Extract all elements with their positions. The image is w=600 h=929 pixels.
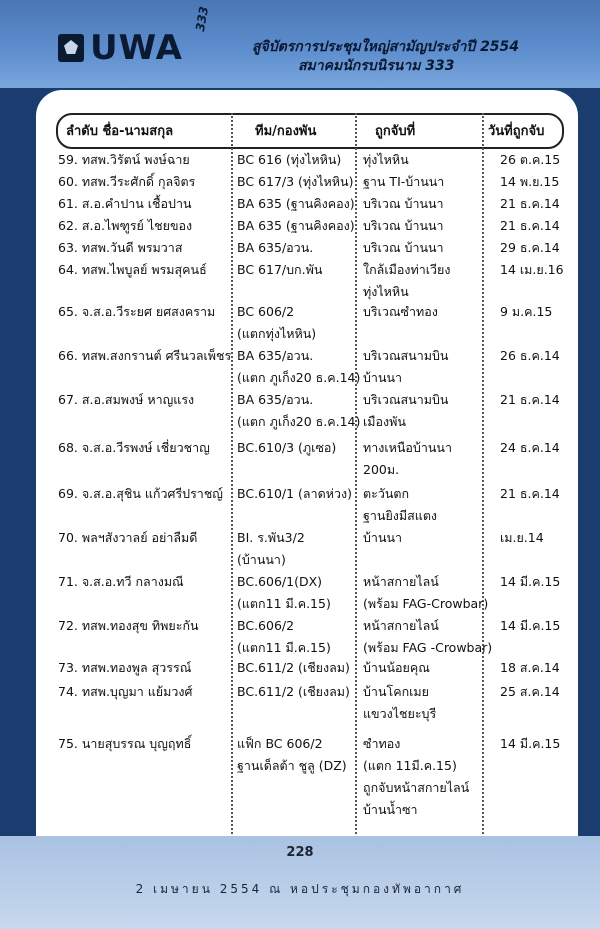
row-date: 21 ธ.ค.14 [500,196,560,211]
row-place: บริเวณซำทอง [363,304,438,319]
row-date: 14 พ.ย.15 [500,174,560,189]
row-place: ทางเหนือบ้านนา [363,440,452,455]
row-team: (แตก ภูเก็ง20 ธ.ค.14) [237,414,361,429]
row-name: 61. ส.อ.คำปาน เชื้อปาน [58,196,192,211]
row-team: BA 635/อวน. [237,348,314,363]
row-place: หน้าสกายไลน์ [363,618,439,633]
row-place: หน้าสกายไลน์ [363,574,439,589]
header-place: ถูกจับที่ [375,124,416,139]
row-place: บ้านนา [363,530,403,545]
row-date: 26 ธ.ค.14 [500,348,560,363]
row-place: (พร้อม FAG-Crowbar) [363,596,489,611]
row-place: บริเวณสนามบิน [363,348,449,363]
row-team: (แตก11 มี.ค.15) [237,596,331,611]
row-team: BC 617/3 (ทุ่งไหหิน) [237,174,354,189]
row-team: BC.611/2 (เชียงลม) [237,660,350,675]
row-team: (แตกทุ่งไหหิน) [237,326,317,341]
row-team: BA 635/อวน. [237,240,314,255]
row-date: 24 ธ.ค.14 [500,440,560,455]
row-name: 70. พลฯสังวาลย์ อย่าลืมดี [58,530,198,545]
column-divider [231,113,233,838]
row-place: บ้านน้ำซา [363,802,418,817]
header-team: ทีม/กองพัน [255,124,317,139]
row-date: 14 เม.ย.16 [500,262,564,277]
row-name: 65. จ.ส.อ.วีระยศ ยศสงคราม [58,304,216,319]
row-name: 62. ส.อ.ไพฑูรย์ ไชยของ [58,218,193,233]
row-place: ทุ่งไหหิน [363,284,409,299]
row-date: 21 ธ.ค.14 [500,392,560,407]
row-place: บ้านโคกเมย [363,684,429,699]
event-line: 2 เมษายน 2554 ณ หอประชุมกองทัพอากาศ [135,882,465,896]
row-team: (แตก ภูเก็ง20 ธ.ค.14) [237,370,361,385]
row-name: 74. ทสพ.บุญมา แย้มวงศ์ [58,684,193,699]
header-band [0,0,600,88]
row-team: BA 635 (ฐานคิงคอง) [237,196,355,211]
row-date: 25 ส.ค.14 [500,684,560,699]
column-divider [355,113,357,838]
row-name: 67. ส.อ.สมพงษ์ หาญแรง [58,392,195,407]
row-name: 68. จ.ส.อ.วีรพงษ์ เชี่ยวชาญ [58,440,210,455]
row-place: ถูกจับหน้าสกายไลน์ [363,780,470,795]
row-name: 75. นายสุบรรณ บุญฤทธิ์ [58,736,192,751]
row-team: BC 617/บก.พัน [237,262,323,277]
row-team: แฟ็ก BC 606/2 [237,736,323,751]
row-date: 14 มี.ค.15 [500,574,561,589]
row-team: BC.606/1(DX) [237,574,323,589]
row-name: 60. ทสพ.วีระศักดิ์ กุลจิตร [58,174,196,189]
row-place: บริเวณ บ้านนา [363,196,444,211]
row-place: บริเวณ บ้านนา [363,218,444,233]
row-place: เมืองพัน [363,414,406,429]
row-date: เม.ย.14 [500,530,544,545]
row-name: 59. ทสพ.วิรัตน์ พงษ์ฉาย [58,152,190,167]
row-place: (แตก 11มี.ค.15) [363,758,457,773]
row-place: 200ม. [363,462,400,477]
row-name: 66. ทสพ.สงกรานต์ ศรีนวลเพ็ชร [58,348,232,363]
row-place: บริเวณสนามบิน [363,392,449,407]
row-place: ฐาน TI-บ้านนา [363,174,445,189]
row-team: BC.610/1 (ลาดห่วง) [237,486,352,501]
page-number: 228 [286,845,314,860]
row-date: 26 ต.ค.15 [500,152,561,167]
row-team: ฐานเด็ลต้า ชูลู (DZ) [237,758,347,773]
row-date: 21 ธ.ค.14 [500,218,560,233]
row-place: ตะวันตก [363,486,410,501]
row-date: 9 ม.ค.15 [500,304,553,319]
row-name: 69. จ.ส.อ.สุชิน แก้วศรีปราชญ์ [58,486,223,501]
row-team: BI. ร.พัน3/2 [237,530,305,545]
row-team: BC.606/2 [237,618,295,633]
logo-text: UWA [90,28,183,68]
row-place: ฐานยิงมีสแตง [363,508,438,523]
row-date: 14 มี.ค.15 [500,736,561,751]
row-place: บริเวณ บ้านนา [363,240,444,255]
row-name: 72. ทสพ.ทองสุข ทิพยะกัน [58,618,199,633]
row-date: 18 ส.ค.14 [500,660,560,675]
row-place: ทุ่งไหหิน [363,152,409,167]
row-team: BA 635 (ฐานคิงคอง) [237,218,355,233]
row-name: 63. ทสพ.วันดี พรมวาส [58,240,183,255]
row-date: 29 ธ.ค.14 [500,240,560,255]
row-place: บ้านน้อยคุณ [363,660,430,675]
row-place: บ้านนา [363,370,403,385]
row-date: 21 ธ.ค.14 [500,486,560,501]
row-place: ใกล้เมืองท่าเวียง [363,262,451,277]
logo-subtext: 333 [193,5,212,33]
row-place: (พร้อม FAG -Crowbar) [363,640,493,655]
row-team: BC.611/2 (เชียงลม) [237,684,350,699]
row-team: (แตก11 มี.ค.15) [237,640,331,655]
row-place: ซำทอง [363,736,401,751]
row-name: 71. จ.ส.อ.ทวี กลางมณี [58,574,184,589]
row-name: 73. ทสพ.ทองพูล สุวรรณ์ [58,660,192,675]
row-date: 14 มี.ค.15 [500,618,561,633]
column-divider [482,113,484,838]
header-title-line1: สูจิบัตรการประชุมใหญ่สามัญประจำปี 2554 [252,39,520,55]
header-name: ลำดับ ชื่อ-นามสกุล [66,124,174,139]
header-date: วันที่ถูกจับ [488,124,545,139]
row-team: (บ้านนา) [237,552,286,567]
row-team: BA 635/อวน. [237,392,314,407]
row-team: BC 606/2 [237,304,295,319]
row-name: 64. ทสพ.ไพบูลย์ พรมสุคนธ์ [58,262,207,277]
uwa-emblem-icon [58,34,84,62]
row-team: BC 616 (ทุ่งไหหิน) [237,152,342,167]
row-place: แขวงไชยะบุรี [363,706,437,721]
header-title-line2: สมาคมนักรบนิรนาม 333 [298,58,455,74]
row-team: BC.610/3 (ภูเซอ) [237,440,337,455]
